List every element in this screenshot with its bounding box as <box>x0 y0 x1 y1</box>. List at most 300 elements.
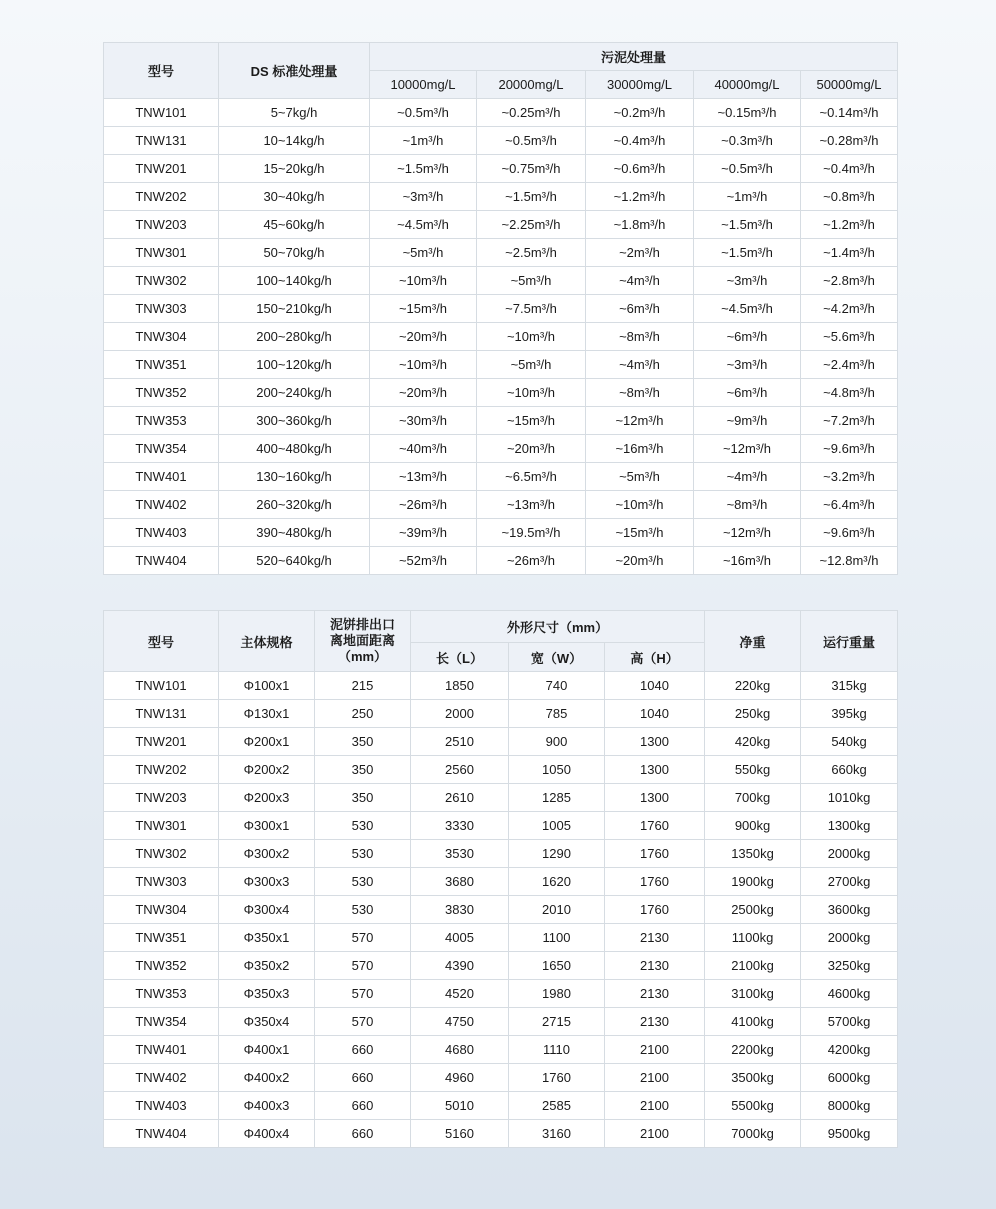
table-row <box>104 728 898 756</box>
cell-model: TNW201 <box>104 728 219 756</box>
cell-outlet: 570 <box>315 980 411 1008</box>
cell-model: TNW404 <box>104 547 219 575</box>
cell-net: 900kg <box>705 812 801 840</box>
cell-model: TNW203 <box>104 784 219 812</box>
cell-dims-2: 2130 <box>605 952 705 980</box>
cell-values-3: ~1m³/h <box>694 183 801 211</box>
cell-values-1: ~2.5m³/h <box>477 239 586 267</box>
cell-outlet: 350 <box>315 756 411 784</box>
table-row <box>104 1036 898 1064</box>
cell-values-2: ~16m³/h <box>586 435 694 463</box>
cell-values-2: ~0.2m³/h <box>586 99 694 127</box>
cell-outlet: 660 <box>315 1036 411 1064</box>
cell-model: TNW303 <box>104 295 219 323</box>
cell-dims-2: 2100 <box>605 1036 705 1064</box>
cell-outlet: 660 <box>315 1064 411 1092</box>
table-row <box>104 127 898 155</box>
cell-ds: 15~20kg/h <box>219 155 370 183</box>
cell-net: 2500kg <box>705 896 801 924</box>
cell-values-4: ~1.2m³/h <box>801 211 898 239</box>
header-concentration-50000: 50000mg/L <box>801 71 898 99</box>
header-height: 高（H） <box>605 643 705 672</box>
cell-values-0: ~10m³/h <box>370 351 477 379</box>
cell-values-2: ~0.4m³/h <box>586 127 694 155</box>
table-row <box>104 323 898 351</box>
cell-ds: 5~7kg/h <box>219 99 370 127</box>
cell-spec: Φ400x1 <box>219 1036 315 1064</box>
cell-values-2: ~20m³/h <box>586 547 694 575</box>
cell-values-4: ~0.28m³/h <box>801 127 898 155</box>
cell-model: TNW101 <box>104 672 219 700</box>
table-row <box>104 1064 898 1092</box>
cell-ds: 200~240kg/h <box>219 379 370 407</box>
cell-dims-1: 900 <box>509 728 605 756</box>
cell-values-1: ~10m³/h <box>477 323 586 351</box>
capacity-table-body <box>104 99 898 575</box>
cell-values-0: ~4.5m³/h <box>370 211 477 239</box>
cell-dims-1: 1620 <box>509 868 605 896</box>
cell-model: TNW203 <box>104 211 219 239</box>
cell-values-0: ~0.5m³/h <box>370 99 477 127</box>
cell-dims-1: 785 <box>509 700 605 728</box>
cell-spec: Φ400x2 <box>219 1064 315 1092</box>
cell-ds: 400~480kg/h <box>219 435 370 463</box>
cell-values-2: ~4m³/h <box>586 267 694 295</box>
cell-values-4: ~1.4m³/h <box>801 239 898 267</box>
cell-ds: 200~280kg/h <box>219 323 370 351</box>
cell-outlet: 215 <box>315 672 411 700</box>
cell-dims-0: 4750 <box>411 1008 509 1036</box>
cell-values-4: ~0.4m³/h <box>801 155 898 183</box>
cell-dims-2: 1300 <box>605 728 705 756</box>
cell-values-4: ~3.2m³/h <box>801 463 898 491</box>
cell-model: TNW351 <box>104 924 219 952</box>
cell-dims-2: 2100 <box>605 1064 705 1092</box>
cell-values-3: ~0.15m³/h <box>694 99 801 127</box>
cell-dims-2: 1760 <box>605 896 705 924</box>
cell-values-3: ~12m³/h <box>694 519 801 547</box>
cell-model: TNW301 <box>104 239 219 267</box>
cell-run: 3600kg <box>801 896 898 924</box>
cell-model: TNW402 <box>104 1064 219 1092</box>
cell-outlet: 530 <box>315 840 411 868</box>
cell-outlet: 350 <box>315 784 411 812</box>
table-row <box>104 99 898 127</box>
cell-net: 3100kg <box>705 980 801 1008</box>
cell-model: TNW131 <box>104 700 219 728</box>
table-row <box>104 840 898 868</box>
cell-values-1: ~2.25m³/h <box>477 211 586 239</box>
cell-ds: 300~360kg/h <box>219 407 370 435</box>
header-cake-outlet-height <box>315 611 411 672</box>
cell-net: 250kg <box>705 700 801 728</box>
cell-values-2: ~5m³/h <box>586 463 694 491</box>
header-body-spec: 主体规格 <box>219 611 315 672</box>
table-row <box>104 211 898 239</box>
cell-dims-1: 2585 <box>509 1092 605 1120</box>
cell-values-1: ~13m³/h <box>477 491 586 519</box>
cell-net: 2200kg <box>705 1036 801 1064</box>
cell-net: 5500kg <box>705 1092 801 1120</box>
cell-outlet: 570 <box>315 924 411 952</box>
cell-outlet: 660 <box>315 1092 411 1120</box>
cell-run: 2000kg <box>801 840 898 868</box>
cell-model: TNW304 <box>104 323 219 351</box>
outlet-header-line2: 离地面距离 <box>329 633 395 648</box>
cell-values-3: ~3m³/h <box>694 351 801 379</box>
header-concentration-40000: 40000mg/L <box>694 71 801 99</box>
sludge-capacity-table <box>103 42 898 575</box>
cell-dims-2: 2100 <box>605 1092 705 1120</box>
cell-model: TNW401 <box>104 463 219 491</box>
cell-values-2: ~1.2m³/h <box>586 183 694 211</box>
cell-dims-0: 2610 <box>411 784 509 812</box>
table-row <box>104 896 898 924</box>
table-row <box>104 407 898 435</box>
cell-model: TNW352 <box>104 952 219 980</box>
cell-values-0: ~13m³/h <box>370 463 477 491</box>
cell-run: 9500kg <box>801 1120 898 1148</box>
cell-dims-2: 1040 <box>605 700 705 728</box>
table-row <box>104 519 898 547</box>
cell-dims-1: 1285 <box>509 784 605 812</box>
cell-dims-0: 3530 <box>411 840 509 868</box>
table-row <box>104 980 898 1008</box>
cell-dims-2: 2130 <box>605 1008 705 1036</box>
cell-dims-2: 1300 <box>605 784 705 812</box>
table-row <box>104 435 898 463</box>
cell-values-4: ~7.2m³/h <box>801 407 898 435</box>
header-outline-dimensions-group: 外形尺寸（mm） <box>411 611 705 643</box>
cell-dims-1: 1005 <box>509 812 605 840</box>
cell-model: TNW401 <box>104 1036 219 1064</box>
cell-ds: 260~320kg/h <box>219 491 370 519</box>
cell-dims-1: 1980 <box>509 980 605 1008</box>
cell-values-1: ~26m³/h <box>477 547 586 575</box>
header-net-weight: 净重 <box>705 611 801 672</box>
cell-spec: Φ300x2 <box>219 840 315 868</box>
cell-model: TNW353 <box>104 407 219 435</box>
cell-spec: Φ350x3 <box>219 980 315 1008</box>
capacity-table-header <box>104 43 898 99</box>
cell-values-1: ~19.5m³/h <box>477 519 586 547</box>
cell-values-4: ~2.4m³/h <box>801 351 898 379</box>
cell-values-1: ~20m³/h <box>477 435 586 463</box>
table-row <box>104 812 898 840</box>
cell-values-0: ~20m³/h <box>370 323 477 351</box>
header-length: 长（L） <box>411 643 509 672</box>
cell-values-1: ~7.5m³/h <box>477 295 586 323</box>
cell-values-1: ~5m³/h <box>477 351 586 379</box>
cell-values-3: ~9m³/h <box>694 407 801 435</box>
header-concentration-20000: 20000mg/L <box>477 71 586 99</box>
cell-values-3: ~3m³/h <box>694 267 801 295</box>
cell-values-0: ~1.5m³/h <box>370 155 477 183</box>
cell-dims-2: 2130 <box>605 924 705 952</box>
cell-dims-1: 1100 <box>509 924 605 952</box>
cell-outlet: 530 <box>315 868 411 896</box>
cell-model: TNW202 <box>104 756 219 784</box>
cell-spec: Φ130x1 <box>219 700 315 728</box>
cell-spec: Φ200x3 <box>219 784 315 812</box>
cell-dims-2: 1760 <box>605 868 705 896</box>
cell-spec: Φ400x4 <box>219 1120 315 1148</box>
cell-dims-2: 2100 <box>605 1120 705 1148</box>
table-row <box>104 868 898 896</box>
cell-values-0: ~20m³/h <box>370 379 477 407</box>
table-row <box>104 379 898 407</box>
cell-spec: Φ100x1 <box>219 672 315 700</box>
cell-net: 700kg <box>705 784 801 812</box>
cell-model: TNW352 <box>104 379 219 407</box>
cell-net: 1100kg <box>705 924 801 952</box>
cell-model: TNW351 <box>104 351 219 379</box>
cell-spec: Φ350x1 <box>219 924 315 952</box>
cell-dims-0: 5010 <box>411 1092 509 1120</box>
cell-dims-1: 2715 <box>509 1008 605 1036</box>
cell-outlet: 570 <box>315 1008 411 1036</box>
cell-values-3: ~6m³/h <box>694 379 801 407</box>
cell-model: TNW303 <box>104 868 219 896</box>
dimensions-table-body <box>104 672 898 1148</box>
cell-model: TNW353 <box>104 980 219 1008</box>
cell-values-1: ~5m³/h <box>477 267 586 295</box>
cell-model: TNW402 <box>104 491 219 519</box>
table-row <box>104 1092 898 1120</box>
table-row <box>104 463 898 491</box>
cell-values-3: ~6m³/h <box>694 323 801 351</box>
cell-dims-1: 3160 <box>509 1120 605 1148</box>
cell-values-4: ~4.8m³/h <box>801 379 898 407</box>
cell-values-4: ~9.6m³/h <box>801 519 898 547</box>
cell-run: 395kg <box>801 700 898 728</box>
cell-net: 2100kg <box>705 952 801 980</box>
cell-model: TNW404 <box>104 1120 219 1148</box>
cell-values-0: ~5m³/h <box>370 239 477 267</box>
cell-net: 4100kg <box>705 1008 801 1036</box>
table-row <box>104 295 898 323</box>
cell-spec: Φ300x1 <box>219 812 315 840</box>
cell-net: 1350kg <box>705 840 801 868</box>
cell-model: TNW201 <box>104 155 219 183</box>
cell-model: TNW301 <box>104 812 219 840</box>
cell-dims-0: 3680 <box>411 868 509 896</box>
cell-model: TNW302 <box>104 840 219 868</box>
cell-values-3: ~1.5m³/h <box>694 211 801 239</box>
cell-net: 7000kg <box>705 1120 801 1148</box>
header-ds-capacity: DS 标准处理量 <box>219 43 370 99</box>
header-width: 宽（W） <box>509 643 605 672</box>
cell-run: 540kg <box>801 728 898 756</box>
cell-values-3: ~4m³/h <box>694 463 801 491</box>
cell-values-2: ~10m³/h <box>586 491 694 519</box>
cell-values-2: ~6m³/h <box>586 295 694 323</box>
cell-dims-1: 1760 <box>509 1064 605 1092</box>
cell-dims-1: 1110 <box>509 1036 605 1064</box>
header-concentration-10000: 10000mg/L <box>370 71 477 99</box>
cell-net: 550kg <box>705 756 801 784</box>
cell-net: 1900kg <box>705 868 801 896</box>
cell-values-1: ~0.5m³/h <box>477 127 586 155</box>
cell-dims-2: 1760 <box>605 840 705 868</box>
header-running-weight: 运行重量 <box>801 611 898 672</box>
cell-dims-1: 740 <box>509 672 605 700</box>
cell-model: TNW101 <box>104 99 219 127</box>
cell-values-0: ~1m³/h <box>370 127 477 155</box>
cell-values-3: ~0.5m³/h <box>694 155 801 183</box>
spec-sheet <box>0 42 996 1148</box>
table-row <box>104 756 898 784</box>
cell-dims-0: 2510 <box>411 728 509 756</box>
cell-values-0: ~15m³/h <box>370 295 477 323</box>
cell-dims-0: 3330 <box>411 812 509 840</box>
cell-outlet: 660 <box>315 1120 411 1148</box>
cell-run: 3250kg <box>801 952 898 980</box>
cell-values-2: ~12m³/h <box>586 407 694 435</box>
cell-values-4: ~9.6m³/h <box>801 435 898 463</box>
table-row <box>104 700 898 728</box>
cell-model: TNW304 <box>104 896 219 924</box>
dimensions-weight-table <box>103 610 898 1148</box>
cell-dims-0: 5160 <box>411 1120 509 1148</box>
cell-values-4: ~12.8m³/h <box>801 547 898 575</box>
cell-dims-0: 4680 <box>411 1036 509 1064</box>
cell-values-2: ~2m³/h <box>586 239 694 267</box>
cell-values-3: ~16m³/h <box>694 547 801 575</box>
cell-values-3: ~12m³/h <box>694 435 801 463</box>
cell-spec: Φ200x2 <box>219 756 315 784</box>
cell-dims-1: 1290 <box>509 840 605 868</box>
cell-outlet: 530 <box>315 896 411 924</box>
cell-dims-0: 2000 <box>411 700 509 728</box>
cell-outlet: 250 <box>315 700 411 728</box>
cell-values-0: ~3m³/h <box>370 183 477 211</box>
cell-dims-2: 1300 <box>605 756 705 784</box>
cell-values-1: ~0.25m³/h <box>477 99 586 127</box>
cell-values-1: ~10m³/h <box>477 379 586 407</box>
cell-values-3: ~0.3m³/h <box>694 127 801 155</box>
cell-values-4: ~4.2m³/h <box>801 295 898 323</box>
cell-values-2: ~4m³/h <box>586 351 694 379</box>
cell-ds: 30~40kg/h <box>219 183 370 211</box>
cell-values-4: ~6.4m³/h <box>801 491 898 519</box>
cell-run: 1300kg <box>801 812 898 840</box>
cell-net: 420kg <box>705 728 801 756</box>
cell-model: TNW131 <box>104 127 219 155</box>
table-row <box>104 267 898 295</box>
cell-ds: 130~160kg/h <box>219 463 370 491</box>
cell-values-1: ~15m³/h <box>477 407 586 435</box>
cell-dims-0: 4960 <box>411 1064 509 1092</box>
table-row <box>104 784 898 812</box>
dimensions-table-header <box>104 611 898 672</box>
header-model: 型号 <box>104 611 219 672</box>
cell-values-1: ~6.5m³/h <box>477 463 586 491</box>
cell-run: 2700kg <box>801 868 898 896</box>
cell-dims-1: 1650 <box>509 952 605 980</box>
cell-ds: 520~640kg/h <box>219 547 370 575</box>
table-row <box>104 239 898 267</box>
cell-values-2: ~0.6m³/h <box>586 155 694 183</box>
cell-run: 660kg <box>801 756 898 784</box>
cell-values-3: ~1.5m³/h <box>694 239 801 267</box>
cell-values-0: ~30m³/h <box>370 407 477 435</box>
cell-spec: Φ350x4 <box>219 1008 315 1036</box>
table-row <box>104 183 898 211</box>
header-sludge-capacity-group: 污泥处理量 <box>370 43 898 71</box>
cell-values-3: ~4.5m³/h <box>694 295 801 323</box>
cell-values-0: ~39m³/h <box>370 519 477 547</box>
cell-dims-0: 4005 <box>411 924 509 952</box>
cell-values-4: ~2.8m³/h <box>801 267 898 295</box>
cell-run: 4600kg <box>801 980 898 1008</box>
cell-run: 6000kg <box>801 1064 898 1092</box>
table-row <box>104 1120 898 1148</box>
cell-values-0: ~26m³/h <box>370 491 477 519</box>
cell-values-4: ~0.8m³/h <box>801 183 898 211</box>
cell-dims-2: 2130 <box>605 980 705 1008</box>
cell-dims-0: 2560 <box>411 756 509 784</box>
cell-ds: 100~140kg/h <box>219 267 370 295</box>
cell-dims-0: 3830 <box>411 896 509 924</box>
cell-dims-0: 4520 <box>411 980 509 1008</box>
cell-outlet: 350 <box>315 728 411 756</box>
cell-model: TNW403 <box>104 1092 219 1120</box>
cell-values-4: ~5.6m³/h <box>801 323 898 351</box>
cell-dims-1: 1050 <box>509 756 605 784</box>
cell-spec: Φ350x2 <box>219 952 315 980</box>
cell-dims-0: 1850 <box>411 672 509 700</box>
cell-outlet: 570 <box>315 952 411 980</box>
cell-model: TNW302 <box>104 267 219 295</box>
cell-ds: 150~210kg/h <box>219 295 370 323</box>
cell-model: TNW403 <box>104 519 219 547</box>
table-row <box>104 155 898 183</box>
outlet-header-line1: 泥饼排出口 <box>329 617 395 632</box>
cell-values-4: ~0.14m³/h <box>801 99 898 127</box>
cell-model: TNW354 <box>104 1008 219 1036</box>
cell-net: 220kg <box>705 672 801 700</box>
header-model: 型号 <box>104 43 219 99</box>
cell-values-2: ~8m³/h <box>586 379 694 407</box>
cell-values-1: ~1.5m³/h <box>477 183 586 211</box>
cell-dims-2: 1760 <box>605 812 705 840</box>
table-row <box>104 672 898 700</box>
cell-net: 3500kg <box>705 1064 801 1092</box>
cell-values-2: ~15m³/h <box>586 519 694 547</box>
cell-run: 2000kg <box>801 924 898 952</box>
cell-spec: Φ300x3 <box>219 868 315 896</box>
cell-ds: 100~120kg/h <box>219 351 370 379</box>
table-row <box>104 547 898 575</box>
cell-ds: 390~480kg/h <box>219 519 370 547</box>
cell-values-1: ~0.75m³/h <box>477 155 586 183</box>
cell-dims-0: 4390 <box>411 952 509 980</box>
cell-dims-2: 1040 <box>605 672 705 700</box>
cell-run: 8000kg <box>801 1092 898 1120</box>
table-row <box>104 351 898 379</box>
cell-spec: Φ200x1 <box>219 728 315 756</box>
cell-run: 5700kg <box>801 1008 898 1036</box>
cell-outlet: 530 <box>315 812 411 840</box>
cell-ds: 50~70kg/h <box>219 239 370 267</box>
cell-model: TNW202 <box>104 183 219 211</box>
cell-ds: 10~14kg/h <box>219 127 370 155</box>
cell-spec: Φ300x4 <box>219 896 315 924</box>
outlet-header-line3: （mm） <box>337 649 388 664</box>
cell-run: 4200kg <box>801 1036 898 1064</box>
cell-run: 1010kg <box>801 784 898 812</box>
